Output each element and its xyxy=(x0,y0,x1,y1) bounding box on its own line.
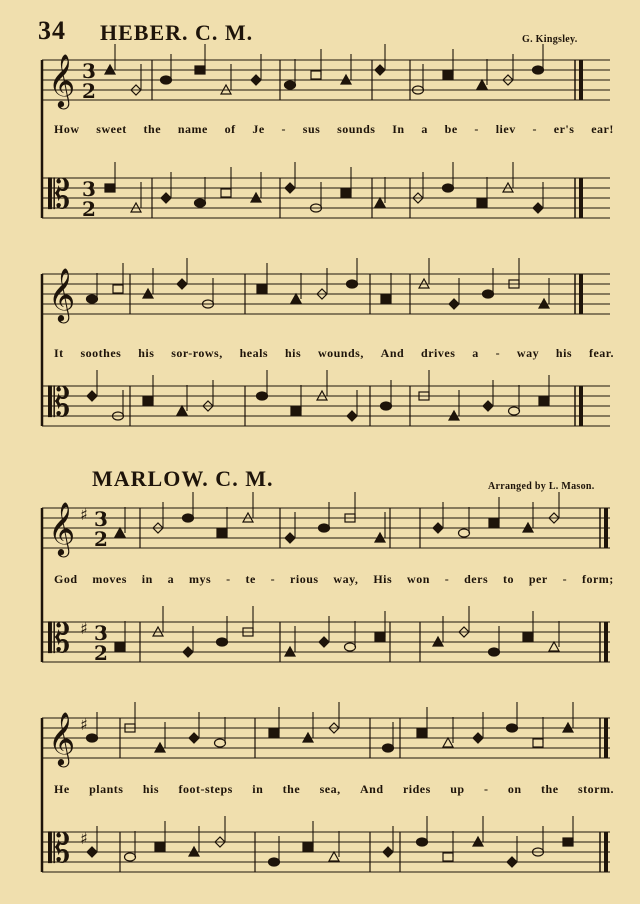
note-head xyxy=(269,729,279,737)
note-head xyxy=(303,843,313,851)
note-head xyxy=(329,852,339,861)
note-head xyxy=(125,853,136,861)
note-head xyxy=(381,295,391,303)
note-head xyxy=(285,81,296,89)
lyric-syllable: sounds xyxy=(337,122,376,136)
lyric-syllable: foot-steps xyxy=(178,782,233,796)
lyric-syllable: - xyxy=(281,122,286,136)
note-head xyxy=(183,647,193,657)
note-head xyxy=(345,643,356,651)
treble-clef-icon: 𝄞 xyxy=(48,53,76,107)
final-barline xyxy=(579,274,583,314)
note-head xyxy=(507,724,518,732)
lyric-syllable: - xyxy=(484,782,489,796)
note-head xyxy=(217,638,228,646)
lyric-syllable: up xyxy=(450,782,465,796)
note-head xyxy=(155,843,165,851)
note-head xyxy=(251,75,261,85)
time-signature-bottom: 2 xyxy=(94,641,108,665)
note-head xyxy=(87,295,98,303)
note-head xyxy=(291,294,301,303)
note-head xyxy=(257,285,267,293)
lyric-syllable: sus xyxy=(302,122,321,136)
lyric-syllable: per xyxy=(528,572,548,586)
lyric-syllable: ear! xyxy=(591,122,614,136)
lyric-syllable: way xyxy=(516,346,540,360)
note-head xyxy=(115,643,125,651)
note-head xyxy=(269,858,280,866)
lyric-syllable: his xyxy=(555,346,573,360)
note-head xyxy=(189,733,199,743)
arranger-credit-marlow: Arranged by L. Mason. xyxy=(488,481,595,492)
note-head xyxy=(217,529,227,537)
final-barline xyxy=(604,832,608,872)
lyric-line-marlow-2 xyxy=(54,782,614,797)
time-signature-top: 3 xyxy=(82,59,96,83)
note-head xyxy=(87,847,97,857)
note-head xyxy=(507,857,517,867)
lyric-syllable: wounds, xyxy=(317,346,364,360)
lyric-syllable: to xyxy=(503,572,514,586)
lyric-syllable: How xyxy=(54,122,80,136)
lyric-syllable: - xyxy=(226,572,231,586)
note-head xyxy=(319,637,329,647)
treble-clef-icon: 𝄞 xyxy=(48,711,76,765)
time-signature-bottom: 2 xyxy=(82,197,96,221)
note-head xyxy=(87,734,98,742)
note-head xyxy=(195,199,206,207)
lyric-syllable: It xyxy=(54,346,64,360)
time-signature-top: 3 xyxy=(94,507,108,531)
lyric-syllable: of xyxy=(224,122,236,136)
lyric-syllable: In xyxy=(392,122,405,136)
treble-clef-icon: 𝄞 xyxy=(48,501,76,555)
note-head xyxy=(563,838,573,846)
note-head xyxy=(341,189,351,197)
composer-credit-heber: G. Kingsley. xyxy=(522,34,578,45)
key-sharp-icon: ♯ xyxy=(80,715,88,734)
note-head xyxy=(347,411,357,421)
lyric-syllable: his xyxy=(284,346,302,360)
note-head xyxy=(383,847,393,857)
note-head xyxy=(533,66,544,74)
lyric-syllable: sor-rows, xyxy=(171,346,223,360)
note-head xyxy=(477,199,487,207)
lyric-syllable: rious xyxy=(290,572,319,586)
lyric-syllable: rides xyxy=(402,782,431,796)
lyric-line-marlow-1 xyxy=(54,572,614,587)
note-head xyxy=(115,528,125,537)
note-head xyxy=(477,80,487,89)
note-head xyxy=(375,65,385,75)
lyric-syllable: heals xyxy=(239,346,269,360)
note-head xyxy=(489,519,499,527)
key-sharp-icon: ♯ xyxy=(80,505,88,524)
lyric-syllable: on xyxy=(507,782,522,796)
hymn-title-marlow: MARLOW. C. M. xyxy=(92,466,274,491)
note-head xyxy=(539,397,549,405)
final-barline xyxy=(604,718,608,758)
lyric-syllable: the xyxy=(541,782,559,796)
note-head xyxy=(443,184,454,192)
lyric-syllable: - xyxy=(532,122,537,136)
lyric-syllable: in xyxy=(252,782,264,796)
lyric-syllable: - xyxy=(444,572,450,586)
note-head xyxy=(375,198,385,207)
note-head xyxy=(443,853,453,861)
note-head xyxy=(523,633,533,641)
note-head xyxy=(473,733,483,743)
lyric-syllable: And xyxy=(360,782,384,796)
note-head xyxy=(195,66,205,74)
lyric-syllable: a xyxy=(421,122,428,136)
lyric-line-heber-2 xyxy=(54,346,614,361)
lyric-syllable: ders xyxy=(464,572,489,586)
lyric-syllable: Je xyxy=(252,122,265,136)
lyric-syllable: drives xyxy=(421,346,456,360)
note-head xyxy=(87,391,97,401)
note-head xyxy=(105,184,115,192)
lyric-syllable: - xyxy=(270,572,276,586)
note-head xyxy=(483,401,493,411)
lyric-syllable: God xyxy=(54,572,78,586)
lyric-line-heber-1 xyxy=(54,122,614,137)
note-head xyxy=(459,529,470,537)
lyric-syllable: He xyxy=(54,782,70,796)
lyric-syllable: a xyxy=(472,346,479,360)
lyric-syllable: name xyxy=(177,122,208,136)
final-barline xyxy=(579,386,583,426)
lyric-syllable: storm. xyxy=(577,782,614,796)
final-barline xyxy=(604,508,608,548)
lyric-syllable: - xyxy=(474,122,479,136)
note-head xyxy=(161,76,172,84)
note-head xyxy=(433,523,443,533)
lyric-syllable: the xyxy=(143,122,162,136)
time-signature-bottom: 2 xyxy=(82,79,96,103)
note-head xyxy=(285,533,295,543)
lyric-syllable: mys xyxy=(189,572,212,586)
note-head xyxy=(443,71,453,79)
note-head xyxy=(549,642,559,651)
key-sharp-icon: ♯ xyxy=(80,619,88,638)
page-number: 34 xyxy=(38,16,66,45)
final-barline xyxy=(579,178,583,218)
note-head xyxy=(177,279,187,289)
note-head xyxy=(417,729,427,737)
lyric-syllable: way, xyxy=(333,572,359,586)
hymn-title-heber: HEBER. C. M. xyxy=(100,20,254,45)
note-head xyxy=(483,290,494,298)
c-clef-icon: 𝄡 xyxy=(48,172,71,218)
lyric-syllable: be xyxy=(444,122,458,136)
lyric-syllable: soothes xyxy=(80,346,122,360)
note-head xyxy=(177,406,187,415)
note-head xyxy=(319,524,330,532)
c-clef-icon: 𝄡 xyxy=(48,826,71,872)
c-clef-icon: 𝄡 xyxy=(48,616,71,662)
lyric-syllable: sweet xyxy=(96,122,127,136)
lyric-syllable: won xyxy=(407,572,430,586)
note-head xyxy=(347,280,358,288)
lyric-syllable: - xyxy=(562,572,568,586)
treble-clef-icon: 𝄞 xyxy=(48,267,76,321)
note-head xyxy=(291,407,301,415)
lyric-syllable: And xyxy=(380,346,405,360)
note-head xyxy=(375,633,385,641)
lyric-syllable: te xyxy=(245,572,256,586)
note-head xyxy=(489,648,500,656)
lyric-syllable: in xyxy=(141,572,153,586)
note-head xyxy=(443,738,453,747)
note-head xyxy=(449,299,459,309)
lyric-syllable: the xyxy=(282,782,301,796)
note-head xyxy=(221,189,231,197)
lyric-syllable: his xyxy=(142,782,160,796)
note-head xyxy=(285,183,295,193)
note-head xyxy=(215,739,226,747)
lyric-syllable: - xyxy=(495,346,501,360)
lyric-syllable: plants xyxy=(89,782,124,796)
note-head xyxy=(383,744,394,752)
note-head xyxy=(417,838,428,846)
lyric-syllable: a xyxy=(167,572,175,586)
note-head xyxy=(183,514,194,522)
lyric-syllable: fear. xyxy=(588,346,614,360)
lyric-syllable: sea, xyxy=(319,782,341,796)
note-head xyxy=(113,285,123,293)
note-head xyxy=(257,392,268,400)
time-signature-top: 3 xyxy=(94,621,108,645)
note-head xyxy=(381,402,392,410)
time-signature-bottom: 2 xyxy=(94,527,108,551)
lyric-syllable: er's xyxy=(553,122,575,136)
final-barline xyxy=(604,622,608,662)
lyric-syllable: his xyxy=(138,346,155,360)
key-sharp-icon: ♯ xyxy=(80,829,88,848)
note-head xyxy=(311,71,321,79)
lyric-syllable: form; xyxy=(581,572,614,586)
note-head xyxy=(509,407,520,415)
note-head xyxy=(533,739,543,747)
lyric-syllable: His xyxy=(373,572,393,586)
final-barline xyxy=(579,60,583,100)
lyric-syllable: moves xyxy=(92,572,127,586)
note-head xyxy=(143,397,153,405)
lyric-syllable: liev xyxy=(495,122,516,136)
note-head xyxy=(533,203,543,213)
note-head xyxy=(161,193,171,203)
c-clef-icon: 𝄡 xyxy=(48,380,71,426)
time-signature-top: 3 xyxy=(82,177,96,201)
